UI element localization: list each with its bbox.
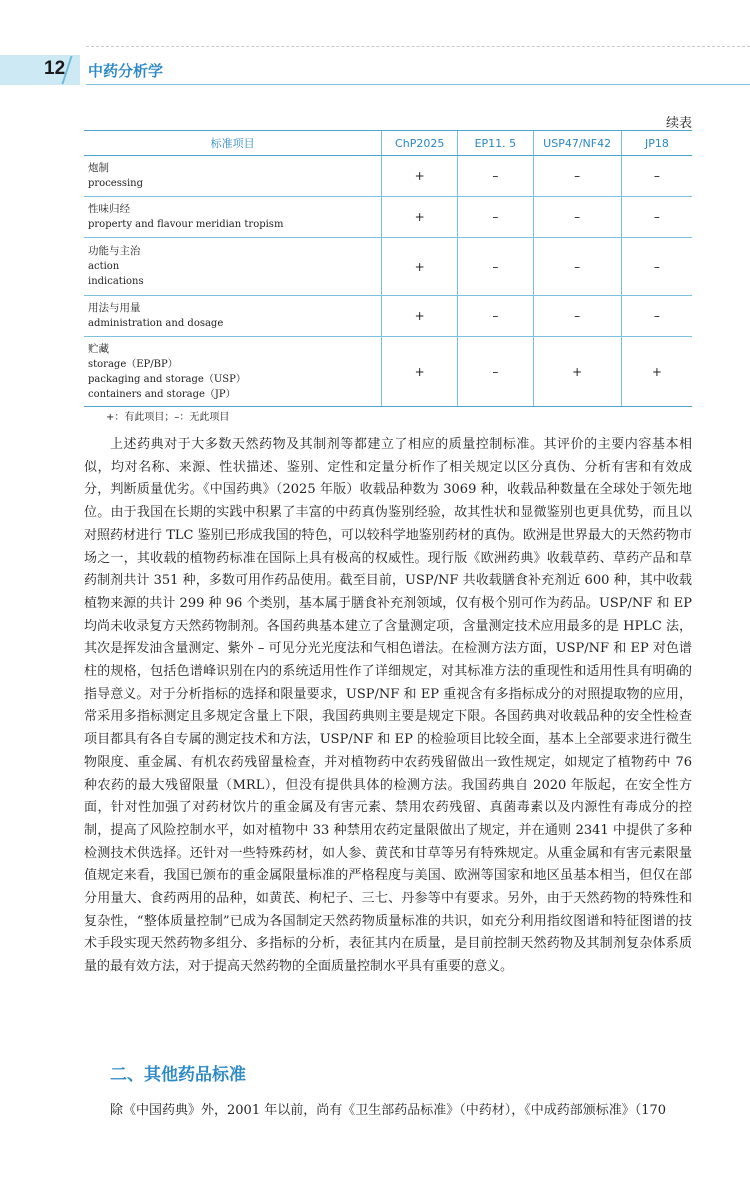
item-name-en: property and flavour meridian tropism [88,219,284,230]
item-name-en: indications [88,276,144,287]
row-item [84,238,382,296]
table-header-row [84,131,692,156]
item-name-en: administration and dosage [88,318,224,329]
mark-chp: + [382,197,458,238]
header-rule [86,84,750,85]
mark-chp: + [382,337,458,407]
item-name-cn: 功能与主治 [88,245,141,257]
mark-jp: – [621,238,692,296]
table-row [84,337,692,407]
mark-chp: + [382,156,458,197]
standards-comparison-table [84,130,692,407]
page-header [0,0,750,90]
column-header: 标准项目 [84,131,382,156]
mark-jp: + [621,337,692,407]
continued-label: 续表 [665,116,692,131]
table-footnote: +：有此项目；–：无此项目 [106,412,230,423]
body-paragraph: 上述药典对于大多数天然药物及其制剂等都建立了相应的质量控制标准。其评价的主要内容基本相似，均对名称、来源、性状描述、鉴别、定性和定量分析作了相关规定以区分真伪、分析有害和有效成分，判断质量优劣。《中国药典》（2025 年版）收载品种数为 3069 种，收载品种数量在全球处于领先地位。由于我国在长期的实践中积累了丰富的中药真伪鉴别经验，故其性状和显微鉴别也更具优势，而且以对照药材进行 TLC 鉴别已形成我国的特色，可以较科学地鉴别药材的真伪。欧洲是世界最大的天然药物市场之一，其收载的植物药标准在国际上具有极高的权威性。现行版《欧洲药典》收载草药、草药产品和草药制剂共计 351 种，多数可用作药品使用。截至目前，USP/NF 共收载膳食补充剂近 600 种，其中收载植物来源的共计 299 种 96 个类别，基本属于膳食补充剂领域，仅有极个别可作为药品。USP/NF 和 EP 均尚未收录复方天然药物制剂。各国药典基本建立了含量测定项，含量测定技术应用最多的是 HPLC 法，其次是挥发油含量测定、紫外 – 可见分光光度法和气相色谱法。在检测方法方面，USP/NF 和 EP 对色谱柱的规格，包括色谱峰识别在内的系统适用性作了详细规定，对其标准方法的重现性和适用性具有明确的指导意义。对于分析指标的选择和限量要求，USP/NF 和 EP 重视含有多指标成分的对照提取物的应用，常采用多指标测定且多规定含量上下限，我国药典则主要是规定下限。各国药典对收载品种的安全性检查项目都具有各自专属的测定技术和方法，USP/NF 和 EP 的检验项目比较全面，基本上全部要求进行微生物限度、重金属、有机农药残留量检查，并对植物药中农药残留做出一致性规定，如规定了植物药中 76 种农药的最大残留限量（MRL），但没有提供具体的检测方法。我国药典自 2020 年版起，在安全性方面，针对性加强了对药材饮片的重金属及有害元素、禁用农药残留、真菌毒素以及内源性有毒成分的控制，提高了风险控制水平，如对植物中 33 种禁用农药定量限做出了规定，并在通则 2341 中提供了多种检测技术供选择。还针对一些特殊药材，如人参、黄芪和甘草等另有特殊规定。从重金属和有害元素限量值规定来看，我国已颁布的重金属限量标准的严格程度与美国、欧洲等国家和地区虽基本相当，但仅在部分用量大、食药两用的品种，如黄芪、枸杞子、三七、丹参等中有要求。另外，由于天然药物的特殊性和复杂性，“整体质量控制”已成为各国制定天然药物质量标准的共识，如充分利用指纹图谱和特征图谱的技术手段实现天然药物多组分、多指标的分析，表征其内在质量，是目前控制天然药物及其制剂复杂体系质量的最有效方法，对于提高天然药物的全面质量控制水平具有重要的意义。 [84,437,692,975]
mark-jp: – [621,296,692,337]
row-item [84,156,382,197]
mark-ep: – [458,197,533,238]
page-number: 12 [44,58,66,79]
mark-ep: – [458,238,533,296]
item-name-en: processing [88,178,144,189]
item-name-en: packaging and storage（USP） [88,373,246,385]
row-item [84,337,382,407]
mark-chp: + [382,238,458,296]
table-row [84,156,692,197]
section-heading: 二、其他药品标准 [110,1065,246,1085]
item-name-en: storage（EP/BP） [88,358,178,370]
item-name-en: action [88,261,120,272]
body-paragraph-continued: 除《中国药典》外，2001 年以前，尚有《卫生部药品标准》（中药材），《中成药部颁标准》（170 [110,1103,667,1118]
mark-usp: + [533,337,621,407]
item-name-cn: 炮制 [88,162,109,174]
page-number-tab [0,55,80,85]
column-header: EP11. 5 [458,131,533,156]
mark-jp: – [621,156,692,197]
item-name-cn: 性味归经 [88,203,130,215]
column-header: ChP2025 [382,131,458,156]
mark-usp: – [533,197,621,238]
mark-ep: – [458,156,533,197]
book-title: 中药分析学 [88,62,164,80]
mark-jp: – [621,197,692,238]
item-name-cn: 贮藏 [88,342,109,355]
row-item [84,197,382,238]
mark-usp: – [533,156,621,197]
table-row [84,296,692,337]
mark-chp: + [382,296,458,337]
row-item [84,296,382,337]
header-dashed-rule [86,46,750,47]
item-name-cn: 用法与用量 [88,302,141,314]
mark-usp: – [533,296,621,337]
column-header: USP47/NF42 [533,131,621,156]
item-name-en: containers and storage（JP） [88,388,236,400]
column-header: JP18 [621,131,692,156]
table-row [84,197,692,238]
table-row [84,238,692,296]
mark-ep: – [458,337,533,407]
mark-ep: – [458,296,533,337]
mark-usp: – [533,238,621,296]
